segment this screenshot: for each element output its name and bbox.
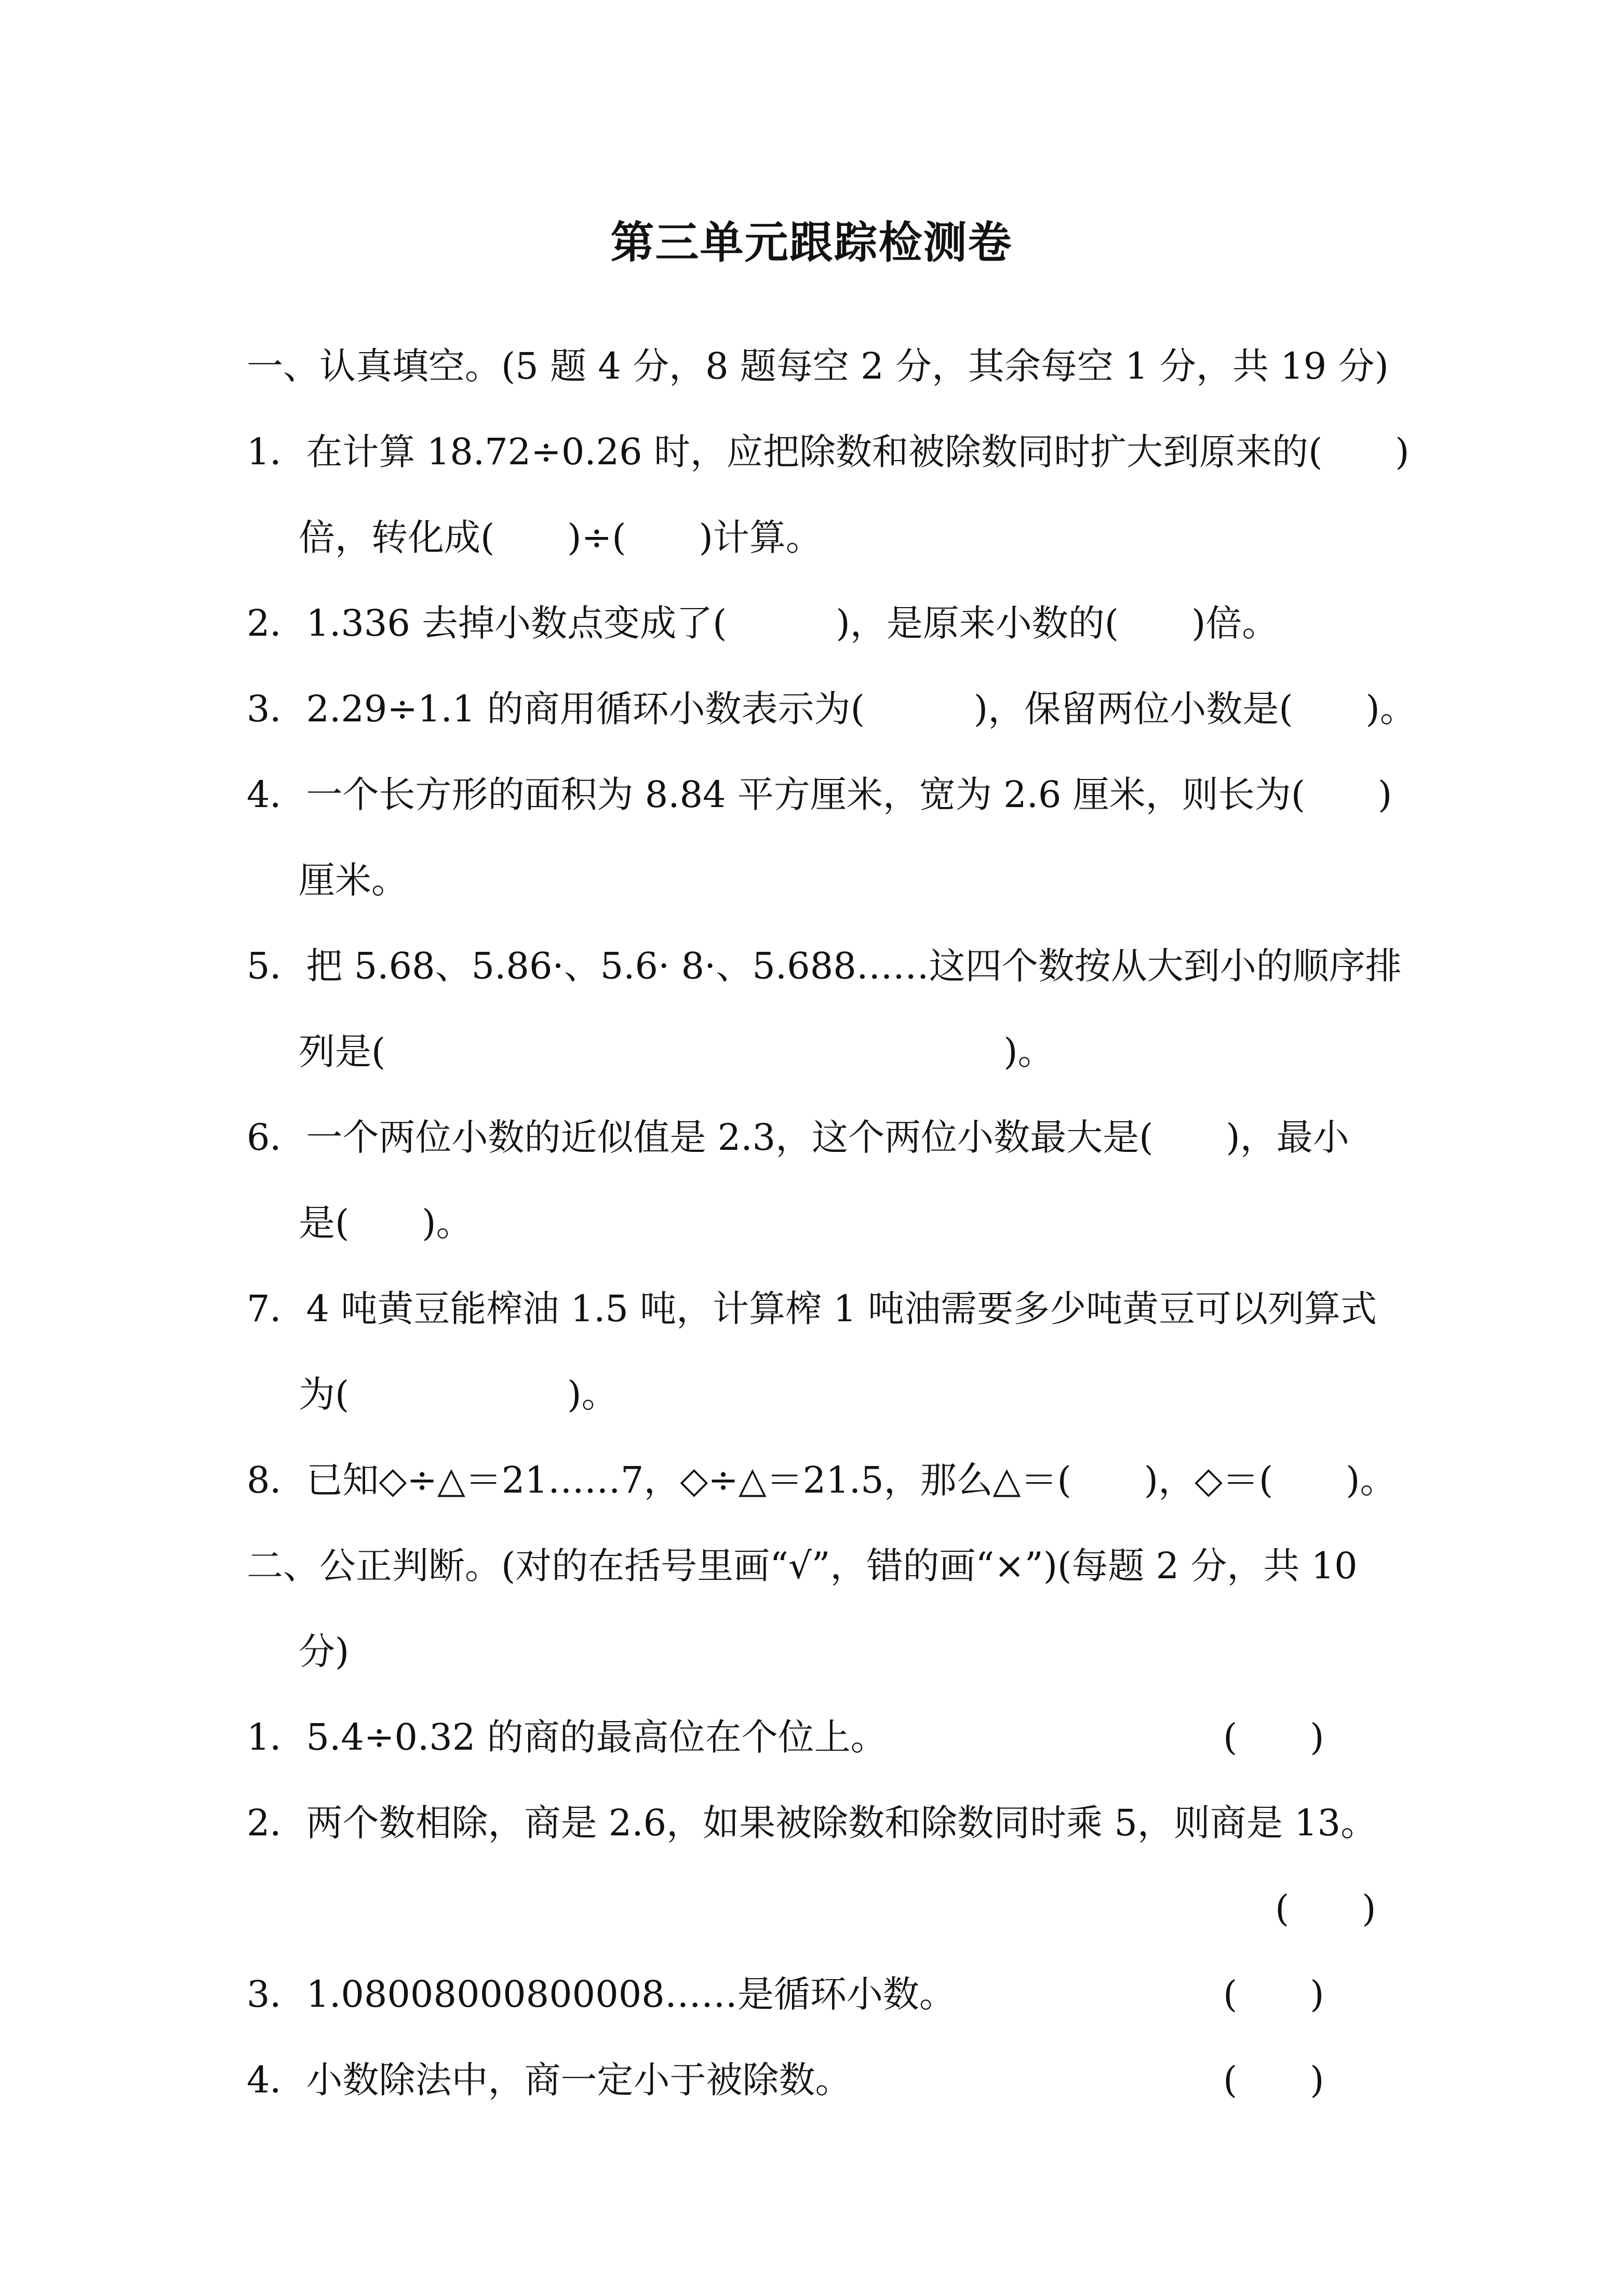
s2-q3: 3．1.08008000800008……是循环小数。 (247, 1973, 956, 2016)
s2-q3-answer-bracket[interactable]: ( ) (1223, 1973, 1324, 2016)
s1-q3: 3．2.29÷1.1 的商用循环小数表示为( )，保留两位小数是( )。 (247, 688, 1416, 730)
s1-q5-line1: 5．把 5.68、5.86·、5.6· 8·、5.688……这四个数按从大到小的顺序排 (247, 945, 1402, 987)
s1-q8: 8．已知◇÷△＝21……7，◇÷△＝21.5，那么△＝( )，◇＝( )。 (247, 1459, 1397, 1501)
s2-q1-answer-bracket[interactable]: ( ) (1223, 1716, 1324, 1758)
s1-q6-line1: 6．一个两位小数的近似值是 2.3，这个两位小数最大是( )，最小 (247, 1116, 1349, 1159)
s2-q2-answer-bracket[interactable]: ( ) (1275, 1887, 1376, 1930)
s1-q7-line2: 为( )。 (299, 1373, 618, 1416)
s1-q5-line2: 列是( )。 (299, 1030, 1054, 1073)
s1-q1-line1: 1．在计算 18.72÷0.26 时，应把除数和被除数同时扩大到原来的( ) (247, 431, 1410, 473)
s2-q1: 1．5.4÷0.32 的商的最高位在个位上。 (247, 1716, 887, 1758)
s1-q6-line2: 是( )。 (299, 1202, 473, 1244)
s2-q4-answer-bracket[interactable]: ( ) (1223, 2059, 1324, 2101)
s1-q7-line1: 7．4 吨黄豆能榨油 1.5 吨，计算榨 1 吨油需要多少吨黄豆可以列算式 (247, 1287, 1377, 1330)
s1-q2: 2．1.336 去掉小数点变成了( )，是原来小数的( )倍。 (247, 602, 1279, 645)
section1-heading: 一、认真填空。(5 题 4 分，8 题每空 2 分，其余每空 1 分，共 19 分) (247, 345, 1389, 387)
section2-heading-line1: 二、公正判断。(对的在括号里画“√”，错的画“×”)(每题 2 分，共 10 (247, 1545, 1358, 1587)
s1-q1-line2: 倍，转化成( )÷( )计算。 (299, 516, 822, 559)
s1-q4-line1: 4．一个长方形的面积为 8.84 平方厘米，宽为 2.6 厘米，则长为( ) (247, 773, 1392, 816)
s2-q2: 2．两个数相除，商是 2.6，如果被除数和除数同时乘 5，则商是 13。 (247, 1802, 1377, 1844)
section2-heading-line2: 分) (299, 1630, 350, 1673)
s2-q4: 4．小数除法中，商一定小于被除数。 (247, 2059, 852, 2101)
s1-q4-line2: 厘米。 (299, 859, 408, 902)
page-title: 第三单元跟踪检测卷 (610, 217, 1013, 268)
